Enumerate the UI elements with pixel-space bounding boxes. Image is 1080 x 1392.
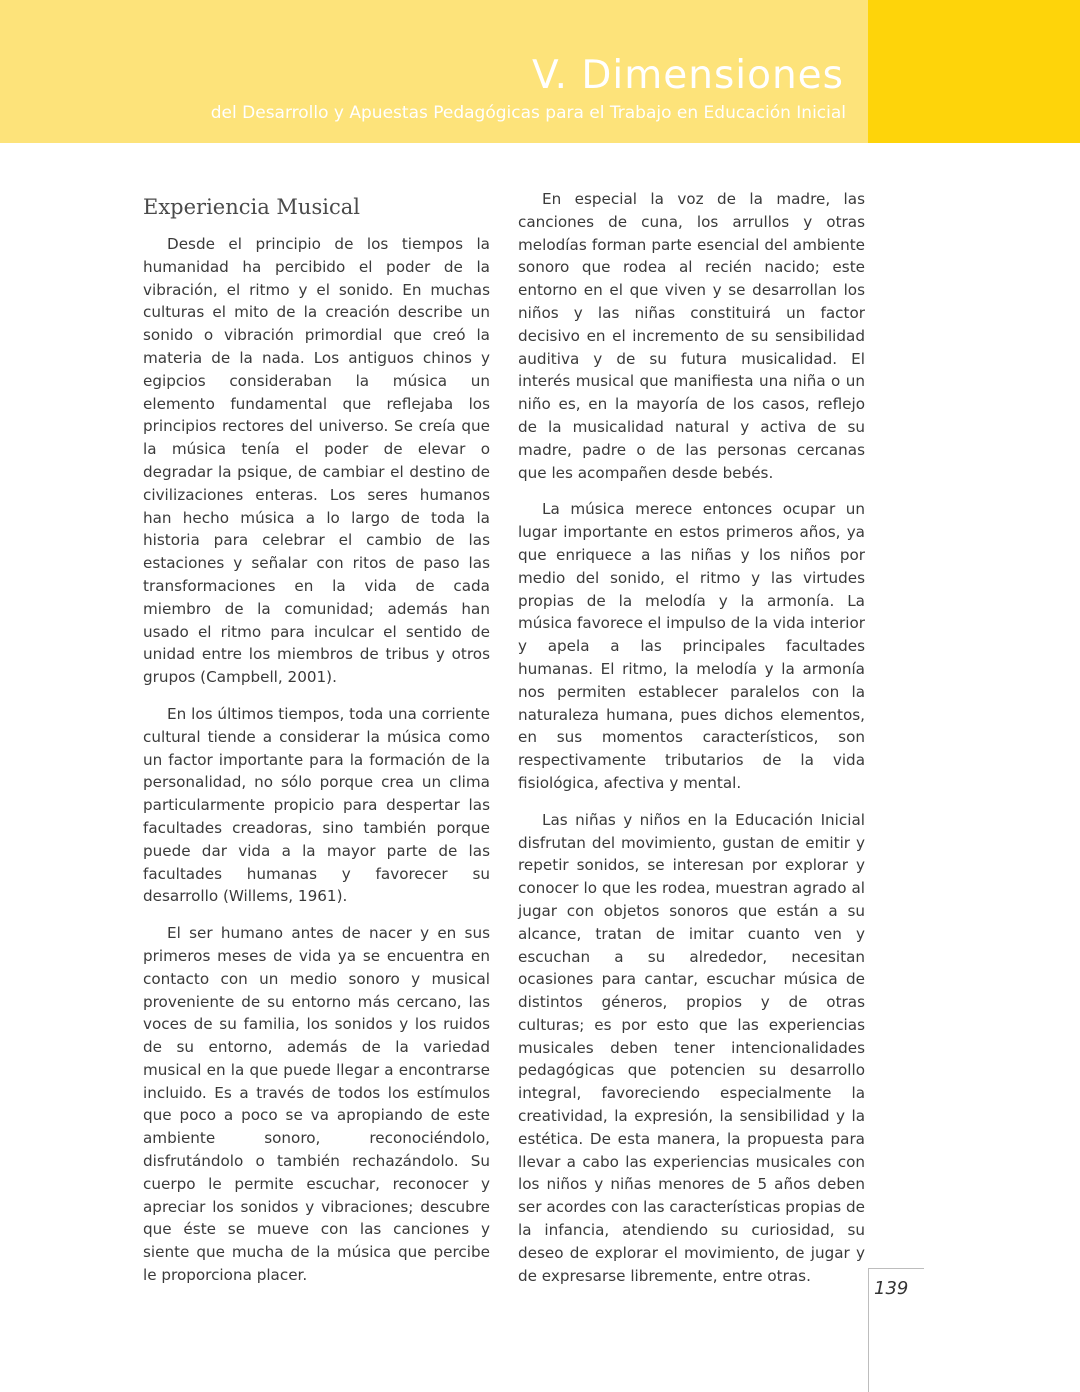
paragraph: En los últimos tiempos, toda una corriente cultural tiende a considerar la música como un factor importante para la formación de la personalidad, no sólo porque crea un clima particularmente propicio para despertar las facultades creadoras, sino también porque puede dar vida a la mayor parte de las facultades humanas y favorecer su desarrollo (Willems, 1961). [143,704,490,906]
left-column [143,187,490,1301]
chapter-subtitle: del Desarrollo y Apuestas Pedagógicas para el Trabajo en Educación Inicial [210,103,846,123]
paragraph: El ser humano antes de nacer y en sus primeros meses de vida ya se encuentra en contacto con un medio sonoro y musical proveniente de su entorno más cercano, las voces de su familia, los sonidos y los ruidos de su entorno, además de la variedad musical en la que puede llegar a encontrarse incluido. Es a través de todos los estímulos que poco a poco se va apropiando de este ambiente sonoro, reconociéndolo, disfrutándolo o también rechazándolo. Su cuerpo le permite escuchar, reconocer y apreciar los sonidos y vibraciones; descubre que éste se mueve con las canciones y siente que mucha de la música que percibe le proporciona placer. [143,924,490,1285]
page-number: 139 [874,1278,909,1299]
paragraph: La música merece entonces ocupar un lugar importante en estos primeros años, ya que enriquece a las niñas y los niños por medio del sonido, el ritmo y las virtudes propias de la melodía y la armonía. La música favorece el impulso de la vida interior y apela a las principales facultades humanas. El ritmo, la melodía y la armonía nos permiten establecer paralelos con la naturaleza humana, pues dichos elementos, en sus momentos característicos, son respectivamente tributarios de la vida fisiológica, afectiva y mental. [518,500,865,792]
right-column [518,188,865,1301]
paragraph: Desde el principio de los tiempos la humanidad ha percibido el poder de la vibración, el ritmo y el sonido. En muchas culturas el mito de la creación describe un sonido o vibración primordial que creó la materia de la nada. Los antiguos chinos y egipcios consideraban la música un elemento fundamental que reflejaba los principios rectores del universo. Se creía que la música tenía el poder de elevar o degradar la psique, de cambiar el destino de civilizaciones enteras. Los seres humanos han hecho música a lo largo de toda la historia para celebrar el cambio de las estaciones y señalar con ritos de paso las transformaciones en la vida de cada miembro de la comunidad; además han usado el ritmo para inculcar el sentido de unidad entre los miembros de tribus y otros grupos (Campbell, 2001). [143,235,490,687]
section-heading: Experiencia Musical [143,195,360,219]
page-number-rule-vertical [868,1268,869,1392]
page-number-rule-horizontal [868,1268,924,1269]
header-accent-block [868,0,1080,143]
paragraph: En especial la voz de la madre, las canciones de cuna, los arrullos y otras melodías forman parte esencial del ambiente sonoro que rodea al recién nacido; este entorno en el que viven y se desarrollan los niños y las niñas constituirá un factor decisivo en el incremento de su sensibilidad auditiva y de su futura musicalidad. El interés musical que manifiesta una niña o un niño es, en la mayoría de los casos, reflejo de la musicalidad natural y activa de su madre, padre o de las personas cercanas que les acompañen desde bebés. [518,190,865,482]
chapter-title: V. Dimensiones [531,53,844,98]
paragraph: Las niñas y niños en la Educación Inicial disfrutan del movimiento, gustan de emitir y repetir sonidos, se interesan por explorar y conocer lo que les rodea, muestran agrado al jugar con objetos sonoros que están a su alcance, tratan de imitar cuanto ven y escuchan a su alrededor, necesitan ocasiones para cantar, escuchar música de distintos géneros, propios y de otras culturas; es por esto que las experiencias musicales deben tener intencionalidades pedagógicas que potencien su desarrollo integral, favoreciendo especialmente la creatividad, la expresión, la sensibilidad y la estética. De esta manera, la propuesta para llevar a cabo las experiencias musicales con los niños y niñas menores de 5 años deben ser acordes con las características propias de la infancia, atendiendo su curiosidad, su deseo de explorar el movimiento, de jugar y de expresarse libremente, entre otras. [518,810,865,1285]
